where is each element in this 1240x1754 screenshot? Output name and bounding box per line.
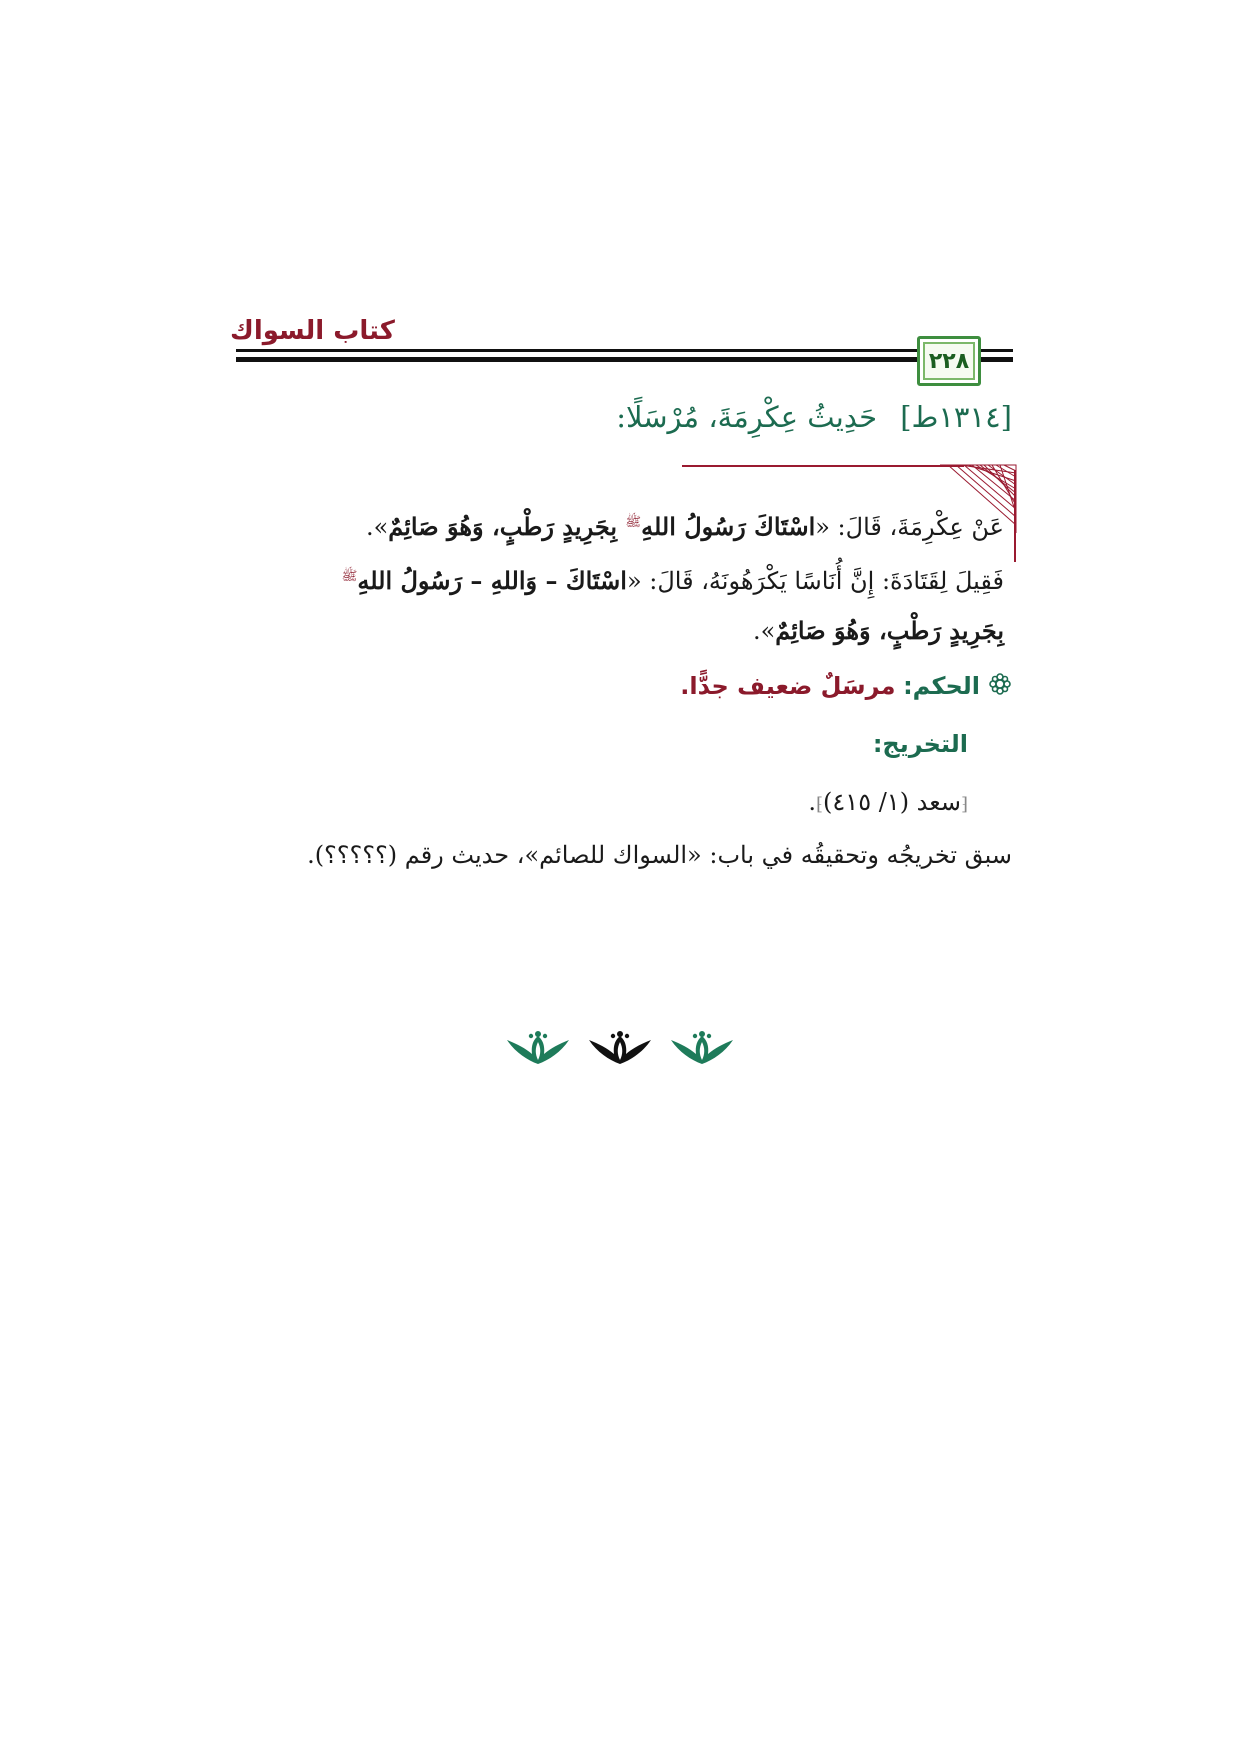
matn-line-1: عَنْ عِكْرِمَةَ، قَالَ: «اسْتَاكَ رَسُولُ اللهِ$^ﷺ$ بِجَرِيدٍ رَطْبٍ، وَهُوَ صَائِمٌ».: [365, 512, 1004, 541]
ruling: [222, 672, 1012, 702]
section-end-ornaments: [505, 1030, 735, 1070]
matn-top-line: [682, 465, 964, 467]
header-rule-bottom: [236, 357, 1013, 362]
ruling-value: مرسَلٌ ضعيف جدًّا.: [680, 672, 896, 700]
source-ref: سعد (١/ ٤١٥): [823, 788, 961, 816]
takhrij-title: التخريج:: [872, 730, 968, 758]
page-number-badge: [917, 336, 981, 386]
hadith-heading: [232, 400, 1012, 434]
matn-line-2: فَقِيلَ لِقَتَادَةَ: إِنَّ أُنَاسًا يَكْرَهُونَهُ، قَالَ: «اسْتَاكَ – وَاللهِ – رَسُولُ اللهِ$^ﷺ$: [341, 566, 1004, 595]
header-rule-right-bottom: [985, 358, 1012, 361]
ruling-label: الحكم:: [903, 672, 980, 700]
hadith-matn: [214, 498, 1004, 656]
ornament-icon: [587, 1030, 653, 1066]
page-number: ٢٢٨: [928, 348, 970, 374]
salutation-mark: ﷺ: [625, 515, 642, 530]
ornament-icon: [505, 1030, 571, 1066]
salutation-mark: ﷺ: [341, 569, 358, 584]
bracket-close: ⁆: [816, 794, 824, 815]
bracket-open: ⁅: [960, 794, 968, 815]
matn-line-3: بِجَرِيدٍ رَطْبٍ، وَهُوَ صَائِمٌ».: [752, 616, 1004, 645]
header-rule-right-top: [985, 349, 1012, 352]
takhrij-note: سبق تخريجُه وتحقيقُه في باب: «السواك للصائم»، حديث رقم (؟؟؟؟؟).: [307, 841, 1012, 869]
flower-icon: [988, 672, 1012, 702]
takhrij-source: ⁅سعد (١/ ٤١٥)⁆.: [808, 788, 968, 816]
book-title: كتاب السواك: [230, 316, 395, 346]
matn-side-line: [1014, 470, 1016, 562]
ornament-icon: [669, 1030, 735, 1066]
header-rule-top: [236, 349, 1013, 352]
hadith-number: [١٣١٤ط]: [900, 400, 1012, 434]
hadith-title: حَدِيثُ عِكْرِمَةَ، مُرْسَلًا:: [616, 400, 877, 434]
